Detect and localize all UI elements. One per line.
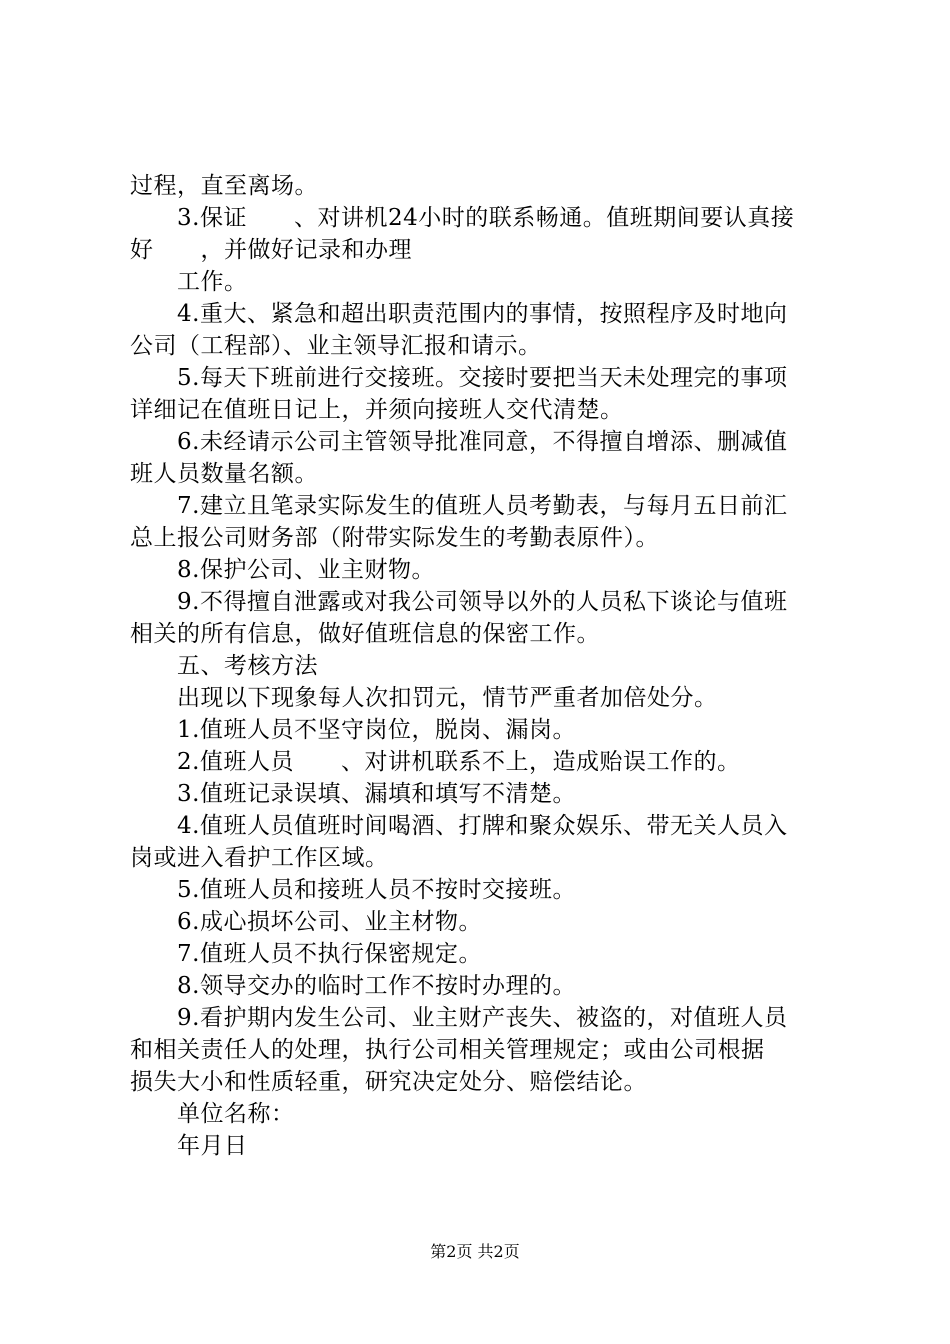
text-line: 出现以下现象每人次扣罚元，情节严重者加倍处分。 <box>177 685 718 711</box>
page-footer: 第2页 共2页 <box>430 1242 520 1261</box>
text-line: 年月日 <box>177 1133 248 1159</box>
text-line: 公司（工程部）、业主领导汇报和请示。 <box>130 333 542 359</box>
text-line: 和相关责任人的处理，执行公司相关管理规定；或由公司根据 <box>130 1037 765 1063</box>
text-line: 3.保证 、对讲机24小时的联系畅通。值班期间要认真接 <box>177 205 795 231</box>
text-line: 4.值班人员值班时间喝酒、打牌和聚众娱乐、带无关人员入 <box>177 813 788 839</box>
text-line: 损失大小和性质轻重，研究决定处分、赔偿结论。 <box>130 1069 647 1095</box>
text-line: 6.成心损坏公司、业主材物。 <box>177 909 482 935</box>
text-line: 1.值班人员不坚守岗位，脱岗、漏岗。 <box>177 717 576 743</box>
text-line: 总上报公司财务部（附带实际发生的考勤表原件）。 <box>130 525 659 551</box>
text-line: 8.领导交办的临时工作不按时办理的。 <box>177 973 576 999</box>
text-line: 5.每天下班前进行交接班。交接时要把当天未处理完的事项 <box>177 365 788 391</box>
text-line: 过程，直至离场。 <box>130 173 318 199</box>
text-line: 2.值班人员 、对讲机联系不上，造成贻误工作的。 <box>177 749 741 775</box>
text-line: 五、考核方法 <box>177 653 318 679</box>
text-line: 4.重大、紧急和超出职责范围内的事情，按照程序及时地向 <box>177 301 788 327</box>
text-line: 7.建立且笔录实际发生的值班人员考勤表，与每月五日前汇 <box>177 493 788 519</box>
text-line: 7.值班人员不执行保密规定。 <box>177 941 482 967</box>
text-line: 班人员数量名额。 <box>130 461 318 487</box>
text-line: 9.不得擅自泄露或对我公司领导以外的人员私下谈论与值班 <box>177 589 788 615</box>
text-line: 单位名称： <box>177 1101 295 1127</box>
text-line: 岗或进入看护工作区域。 <box>130 845 389 871</box>
text-line: 5.值班人员和接班人员不按时交接班。 <box>177 877 576 903</box>
text-line: 详细记在值班日记上，并须向接班人交代清楚。 <box>130 397 624 423</box>
text-line: 6.未经请示公司主管领导批准同意，不得擅自增添、删减值 <box>177 429 788 455</box>
text-line: 3.值班记录误填、漏填和填写不清楚。 <box>177 781 576 807</box>
text-line: 好 ，并做好记录和办理 <box>130 237 412 263</box>
text-line: 9.看护期内发生公司、业主财产丧失、被盗的，对值班人员 <box>177 1005 788 1031</box>
text-line: 相关的所有信息，做好值班信息的保密工作。 <box>130 621 600 647</box>
text-line: 8.保护公司、业主财物。 <box>177 557 435 583</box>
text-line: 工作。 <box>177 269 248 295</box>
document-body <box>130 170 830 1162</box>
